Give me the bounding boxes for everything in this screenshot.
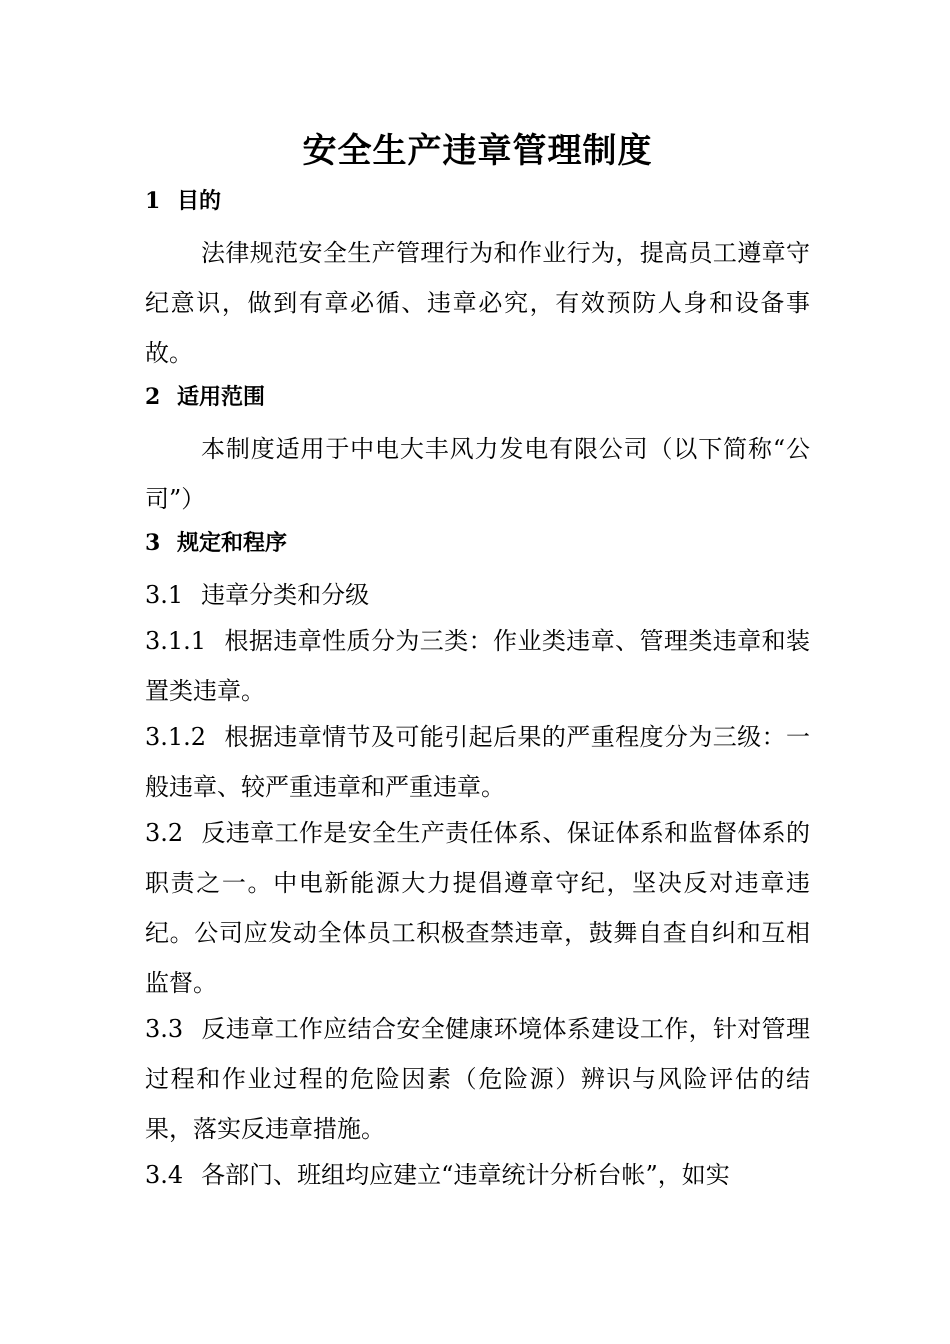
clause-number: 3.1 (145, 581, 184, 609)
document-title: 安全生产违章管理制度 (302, 131, 653, 171)
section-number: 2 (145, 384, 161, 410)
clause-3-3 (145, 1004, 810, 1154)
clause-text: 根据违章情节及可能引起后果的严重程度分为三级：一般违章、较严重违章和严重违章。 (145, 723, 810, 801)
section-number: 3 (145, 530, 161, 556)
clause-3-1-2 (145, 712, 810, 812)
clause-text: 各部门、班组均应建立“违章统计分析台帐”，如实 (201, 1161, 730, 1189)
clause-text: 反违章工作是安全生产责任体系、保证体系和监督体系的职责之一。中电新能源大力提倡遵章守纪，坚决反对违章违纪。公司应发动全体员工积极查禁违章，鼓舞自查自纠和互相监督。 (145, 819, 810, 997)
section-heading-1 (145, 186, 810, 216)
clause-text: 反违章工作应结合安全健康环境体系建设工作，针对管理过程和作业过程的危险因素（危险源）辨识与风险评估的结果，落实反违章措施。 (145, 1015, 810, 1143)
section-heading-3 (145, 528, 810, 558)
clause-3-4 (145, 1150, 810, 1200)
clause-3-1 (145, 570, 810, 620)
scope-paragraph: 本制度适用于中电大丰风力发电有限公司（以下简称“公司”） (145, 435, 810, 513)
section-title: 适用范围 (177, 384, 266, 410)
section-number: 1 (145, 188, 161, 214)
clause-3-2 (145, 808, 810, 1008)
clause-text: 根据违章性质分为三类：作业类违章、管理类违章和装置类违章。 (145, 627, 810, 705)
clause-text: 违章分类和分级 (201, 581, 370, 609)
section-title: 目的 (177, 188, 222, 214)
clause-number: 3.1.2 (145, 723, 207, 751)
clause-number: 3.3 (145, 1015, 184, 1043)
section-title: 规定和程序 (177, 530, 288, 556)
section-heading-2 (145, 382, 810, 412)
document-page (145, 128, 810, 1204)
clause-3-1-1 (145, 616, 810, 716)
clause-number: 3.4 (145, 1161, 184, 1189)
purpose-paragraph: 法律规范安全生产管理行为和作业行为，提高员工遵章守纪意识，做到有章必循、违章必究，有效预防人身和设备事故。 (145, 239, 810, 367)
clause-number: 3.2 (145, 819, 184, 847)
clause-number: 3.1.1 (145, 627, 207, 655)
